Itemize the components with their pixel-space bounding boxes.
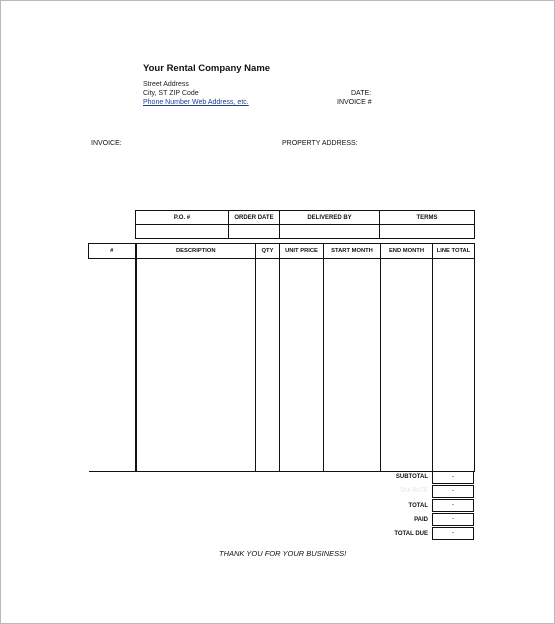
description-header: DESCRIPTION <box>136 244 256 259</box>
end-month-header: END MONTH <box>381 244 433 259</box>
terms-header: TERMS <box>380 211 475 225</box>
qty-column[interactable] <box>256 259 280 472</box>
contact-link[interactable]: Phone Number Web Address, etc. <box>143 99 249 106</box>
order-date-cell[interactable] <box>229 225 280 239</box>
item-number-header: # <box>89 244 136 259</box>
city-state-zip: City, ST ZIP Code <box>143 90 199 97</box>
description-column[interactable] <box>136 259 256 472</box>
paid-label: PAID <box>414 517 428 523</box>
order-value-row <box>136 225 475 239</box>
delivered-by-header: DELIVERED BY <box>280 211 380 225</box>
line-total-column[interactable] <box>433 259 475 472</box>
total-due-value[interactable]: - <box>432 527 474 540</box>
date-label: DATE: <box>351 90 372 97</box>
start-month-column[interactable] <box>324 259 381 472</box>
invoice-to-label: INVOICE: <box>91 140 122 147</box>
order-date-header: ORDER DATE <box>229 211 280 225</box>
po-number-cell[interactable] <box>136 225 229 239</box>
qty-header: QTY <box>256 244 280 259</box>
order-info-table <box>135 210 475 239</box>
paid-value[interactable]: - <box>432 513 474 526</box>
property-address-label: PROPERTY ADDRESS: <box>282 140 358 147</box>
total-label: TOTAL <box>408 503 428 509</box>
total-due-label: TOTAL DUE <box>394 531 428 537</box>
po-number-header: P.O. # <box>136 211 229 225</box>
tax-rate-label: TAX RATE <box>399 488 428 494</box>
terms-cell[interactable] <box>380 225 475 239</box>
company-name: Your Rental Company Name <box>143 63 271 74</box>
subtotal-label: SUBTOTAL <box>395 474 428 480</box>
tax-value[interactable]: - <box>432 485 474 498</box>
subtotal-value[interactable]: - <box>432 471 474 484</box>
total-value[interactable]: - <box>432 499 474 512</box>
line-total-header: LINE TOTAL <box>433 244 475 259</box>
start-month-header: START MONTH <box>324 244 381 259</box>
invoice-number-label: INVOICE # <box>337 99 372 106</box>
items-body-row <box>89 259 475 472</box>
end-month-column[interactable] <box>381 259 433 472</box>
unit-price-column[interactable] <box>280 259 324 472</box>
items-header-row <box>89 244 475 259</box>
unit-price-header: UNIT PRICE <box>280 244 324 259</box>
thank-you-message: THANK YOU FOR YOUR BUSINESS! <box>219 549 347 558</box>
line-items-table <box>88 243 475 472</box>
street-address: Street Address <box>143 81 189 88</box>
order-header-row <box>136 211 475 225</box>
delivered-by-cell[interactable] <box>280 225 380 239</box>
item-number-column[interactable] <box>89 259 136 472</box>
